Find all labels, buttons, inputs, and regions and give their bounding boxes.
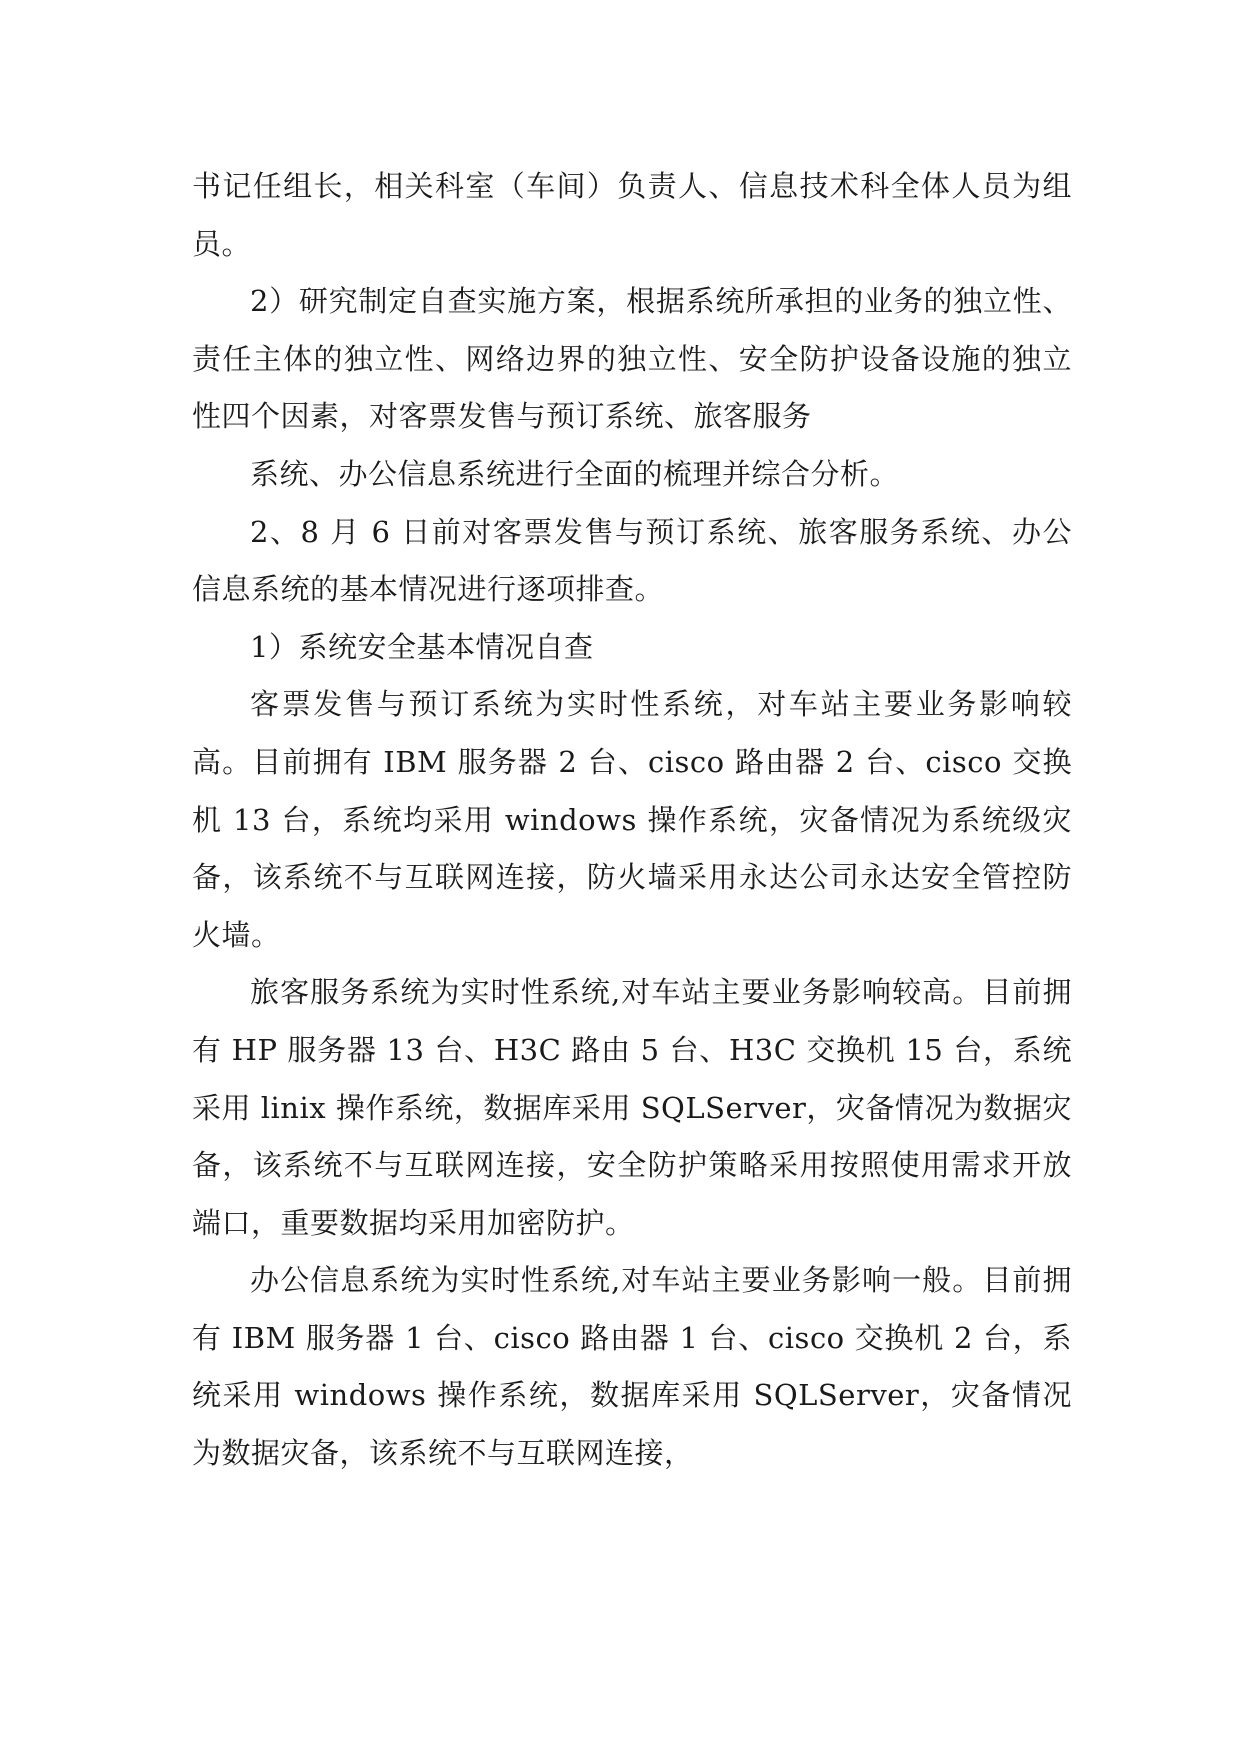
paragraph-inspection: 2、8 月 6 日前对客票发售与预订系统、旅客服务系统、办公信息系统的基本情况进行逐项排查。 — [192, 514, 1072, 607]
paragraph-plan-continued: 系统、办公信息系统进行全面的梳理并综合分析。 — [250, 456, 900, 491]
paragraph-ticketing-system: 客票发售与预订系统为实时性系统，对车站主要业务影响较高。目前拥有 IBM 服务器 2 台、cisco 路由器 2 台、cisco 交换机 13 台，系统均采用 windows 操作系统，灾备情况为系统级灾备，该系统不与互联网连接，防火墙采用永达公司永达安全管控防火墙。 — [192, 687, 1072, 952]
paragraph-plan: 2）研究制定自查实施方案，根据系统所承担的业务的独立性、责任主体的独立性、网络边界的独立性、安全防护设备设施的独立性四个因素，对客票发售与预订系统、旅客服务 — [192, 284, 1072, 434]
paragraph-office-system: 办公信息系统为实时性系统,对车站主要业务影响一般。目前拥有 IBM 服务器 1 台、cisco 路由器 1 台、cisco 交换机 2 台，系统采用 windows 操作系统，数据库采用 SQLServer，灾备情况为数据灾备，该系统不与互联网连接， — [192, 1263, 1072, 1471]
section-heading-self-check: 1）系统安全基本情况自查 — [250, 629, 594, 664]
paragraph-passenger-service-system: 旅客服务系统为实时性系统,对车站主要业务影响较高。目前拥有 HP 服务器 13 台、H3C 路由 5 台、H3C 交换机 15 台，系统采用 linix 操作系统，数据库采用 SQLServer，灾备情况为数据灾备，该系统不与互联网连接，安全防护策略采用按照使用需求开放端口，重要数据均采用加密防护。 — [192, 975, 1072, 1240]
document-body — [192, 158, 1072, 1483]
paragraph-members: 书记任组长，相关科室（车间）负责人、信息技术科全体人员为组员。 — [192, 169, 1072, 261]
